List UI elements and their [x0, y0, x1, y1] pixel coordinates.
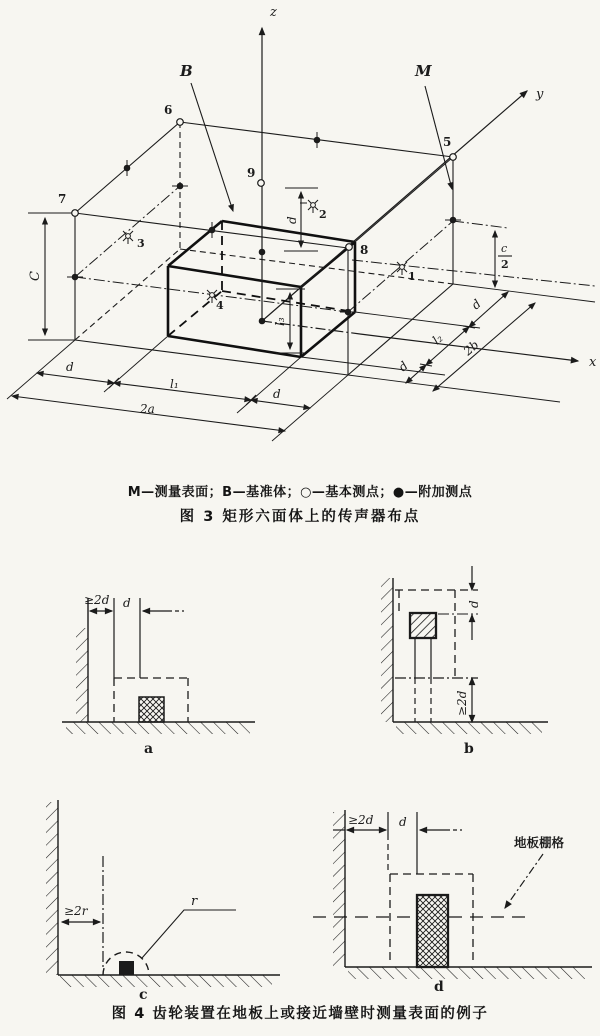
point-5: [450, 154, 457, 161]
sublabel-a: a: [144, 741, 154, 757]
dim-d-d: d: [399, 815, 407, 829]
dim-2d-d: ≥2d: [348, 813, 374, 827]
basic-corner-points: [72, 119, 457, 251]
floor-hatch-d: [348, 967, 585, 979]
point-8: [346, 244, 353, 251]
measurement-box: [75, 122, 453, 375]
dim-label-l3: l₃: [273, 317, 287, 326]
point-label-9: 9: [247, 166, 256, 180]
dim-label-c-den: 2: [501, 258, 509, 271]
dim-label-2a: 2a: [140, 402, 155, 416]
figure3-diagram: [7, 5, 597, 441]
y-axis-label: y: [536, 87, 544, 102]
dim-label-l2: l₂: [429, 331, 446, 348]
label-M: M: [415, 62, 432, 80]
figure3-legend: M—测量表面；B—基准体；○—基本测点；●—附加测点: [127, 485, 473, 500]
point-label-3: 3: [137, 237, 145, 250]
dim-label-d1: d: [66, 360, 74, 374]
b-leader: [191, 83, 233, 211]
point-label-6: 6: [164, 103, 173, 117]
machine-d: [417, 895, 448, 967]
dim-2d-a: ≥2d: [84, 593, 110, 607]
figure4-caption: 图 4 齿轮装置在地板上或接近墙壁时测量表面的例子: [111, 1006, 489, 1022]
source-c: [119, 961, 134, 975]
sublabel-c: c: [139, 987, 148, 1003]
sublabel-b: b: [464, 741, 474, 757]
subfigure-c: [46, 800, 280, 1003]
sublabel-d: d: [434, 979, 444, 995]
point-label-5: 5: [443, 135, 452, 149]
dim-chain-bottom: [12, 373, 310, 431]
source-a: [139, 697, 164, 722]
floor-hatch-a: [66, 722, 250, 734]
mic-point-2: [308, 200, 318, 213]
r-leader: [142, 910, 236, 958]
point-label-4: 4: [216, 299, 224, 312]
grid-leader: [505, 854, 543, 908]
support-post-b: [415, 638, 431, 722]
radius-label-c: r: [191, 894, 198, 909]
dim-label-d2: d: [273, 387, 281, 401]
floor-hatch-c: [60, 975, 272, 987]
label-B: B: [180, 62, 193, 80]
point-7: [72, 210, 79, 217]
dim-label-l1: l₁: [170, 377, 179, 391]
subfigure-a: [62, 593, 255, 757]
z-axis-label: z: [270, 5, 277, 20]
subfigure-b: [381, 566, 548, 757]
y-axis: [262, 91, 527, 321]
point-label-8: 8: [360, 243, 369, 257]
dim-label-C: C: [28, 271, 43, 281]
figure3-caption: 图 3 矩形六面体上的传声器布点: [179, 509, 421, 525]
mid-height-section-lines: [75, 186, 595, 312]
point-9: [258, 180, 265, 187]
dim-label-d4: d: [468, 296, 484, 313]
dim-d-b: d: [467, 600, 481, 608]
point-label-7: 7: [58, 192, 67, 206]
machine-b: [410, 613, 436, 638]
wall-hatch-a: [76, 628, 88, 722]
dim-label-c-num: c: [501, 242, 508, 255]
point-label-2: 2: [319, 208, 327, 221]
point-label-1: 1: [408, 270, 416, 283]
point-6: [177, 119, 184, 126]
floor-hatch-b: [396, 722, 542, 734]
figure4-diagrams: [46, 566, 592, 1003]
dim-2r-c: ≥2r: [64, 904, 88, 918]
dim-label-2b: 2b: [460, 337, 482, 359]
dim-label-d3: d: [395, 358, 411, 375]
dim-2d-b: ≥2d: [455, 690, 469, 716]
wall-hatch-c: [46, 802, 58, 975]
wall-hatch-b: [381, 578, 393, 722]
dim-d-a: d: [123, 596, 131, 610]
dim-label-d-top: d: [285, 216, 299, 224]
x-axis-label: x: [589, 355, 597, 370]
mic-point-3: [123, 231, 133, 244]
wall-hatch-d: [333, 812, 345, 967]
floor-grid-label: 地板棚格: [514, 835, 565, 850]
subfigure-d: [313, 810, 592, 995]
